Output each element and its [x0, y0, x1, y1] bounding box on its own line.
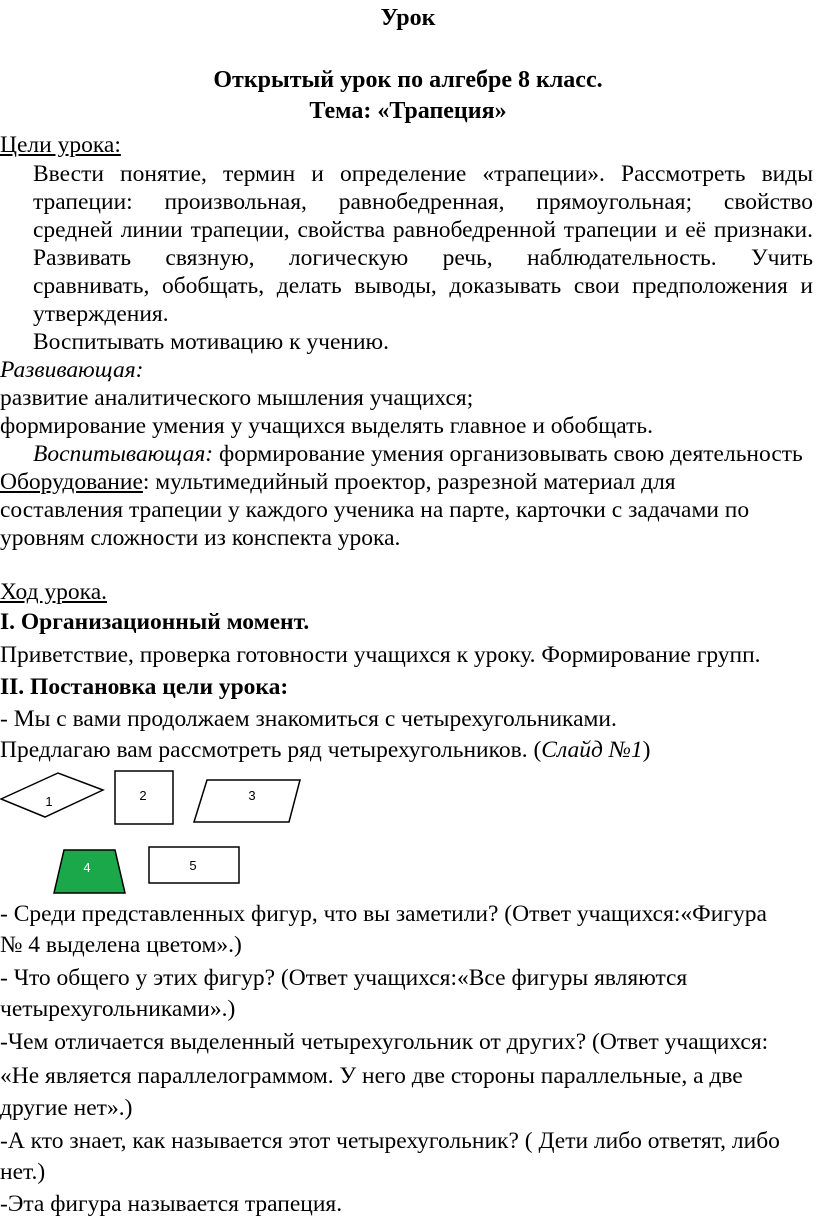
page-title: Урок: [380, 5, 436, 31]
quadrilateral-figures: [0, 765, 320, 897]
figure-label-4: 4: [83, 860, 91, 875]
goals-line: утверждения.: [33, 301, 169, 327]
goals-line: Воспитывать мотивацию к учению.: [33, 329, 389, 355]
dialogue-line: «Не является параллелограммом. У него две стороны параллельные, а две: [0, 1063, 743, 1089]
dialogue-line: нет.): [0, 1159, 46, 1185]
figure-label-5: 5: [189, 858, 197, 873]
goals-line: Ввести понятие, термин и определение «трапеции». Рассмотреть виды: [33, 161, 813, 187]
course-label: Ход урока.: [0, 579, 108, 605]
goals-line: трапеции: произвольная, равнобедренная, прямоугольная; свойство: [33, 189, 813, 215]
equipment-line: [0, 468, 676, 497]
figure-label-1: 1: [45, 794, 53, 809]
dialogue-line: № 4 выделена цветом».): [0, 932, 242, 958]
section-heading: I. Организационный момент.: [0, 609, 310, 635]
goals-line: Развивать связную, логическую речь, наблюдательность. Учить: [33, 245, 813, 271]
equipment-line: уровням сложности из конспекта урока.: [0, 525, 401, 551]
goals-label: Цели урока:: [0, 132, 121, 158]
developing-label: Развивающая:: [0, 357, 144, 383]
dialogue-line: - Что общего у этих фигур? (Ответ учащихся:«Все фигуры являются: [0, 965, 688, 991]
educating-line: [33, 440, 803, 469]
section-heading: II. Постановка цели урока:: [0, 674, 289, 700]
dialogue-line: -Чем отличается выделенный четырехугольник от других? (Ответ учащихся:: [0, 1029, 769, 1055]
section-text: - Мы с вами продолжаем знакомиться с четырехугольниками.: [0, 706, 617, 732]
dialogue-line: -А кто знает, как называется этот четырехугольник? ( Дети либо ответят, либо: [0, 1128, 780, 1154]
figure-parallelogram: [194, 780, 300, 822]
dialogue-line: - Среди представленных фигур, что вы заметили? (Ответ учащихся:«Фигура: [0, 901, 767, 927]
developing-line: развитие аналитического мышления учащихся;: [0, 385, 474, 411]
developing-line: формирование умения у учащихся выделять главное и обобщать.: [0, 413, 653, 439]
lesson-subtitle: Открытый урок по алгебре 8 класс.: [213, 67, 603, 93]
equipment-text: : мультимедийный проектор, разрезной материал для: [142, 469, 676, 495]
section-text: [0, 736, 651, 765]
goals-line: средней линии трапеции, свойства равнобедренной трапеции и её признаки.: [33, 217, 813, 243]
educating-text: формирование умения организовывать свою деятельность: [213, 441, 803, 467]
equipment-line: составления трапеции у каждого ученика на парте, карточки с задачами по: [0, 497, 750, 523]
lesson-topic: Тема: «Трапеция»: [309, 98, 507, 124]
dialogue-line: другие нет».): [0, 1095, 133, 1121]
educating-label: Воспитывающая:: [33, 441, 214, 467]
section-text: Приветствие, проверка готовности учащихся к уроку. Формирование групп.: [0, 642, 761, 668]
equipment-label: Оборудование: [0, 469, 143, 495]
slide-text: Предлагаю вам рассмотреть ряд четырехугольников. (: [0, 737, 542, 763]
slide-reference: Слайд №1: [541, 737, 643, 763]
figure-label-2: 2: [139, 788, 147, 803]
dialogue-line: -Эта фигура называется трапеция.: [0, 1191, 343, 1217]
slide-text-end: ): [642, 737, 651, 763]
goals-line: сравнивать, обобщать, делать выводы, доказывать свои предположения и: [33, 273, 813, 299]
dialogue-line: четырехугольниками».): [0, 996, 236, 1022]
figure-label-3: 3: [248, 788, 256, 803]
